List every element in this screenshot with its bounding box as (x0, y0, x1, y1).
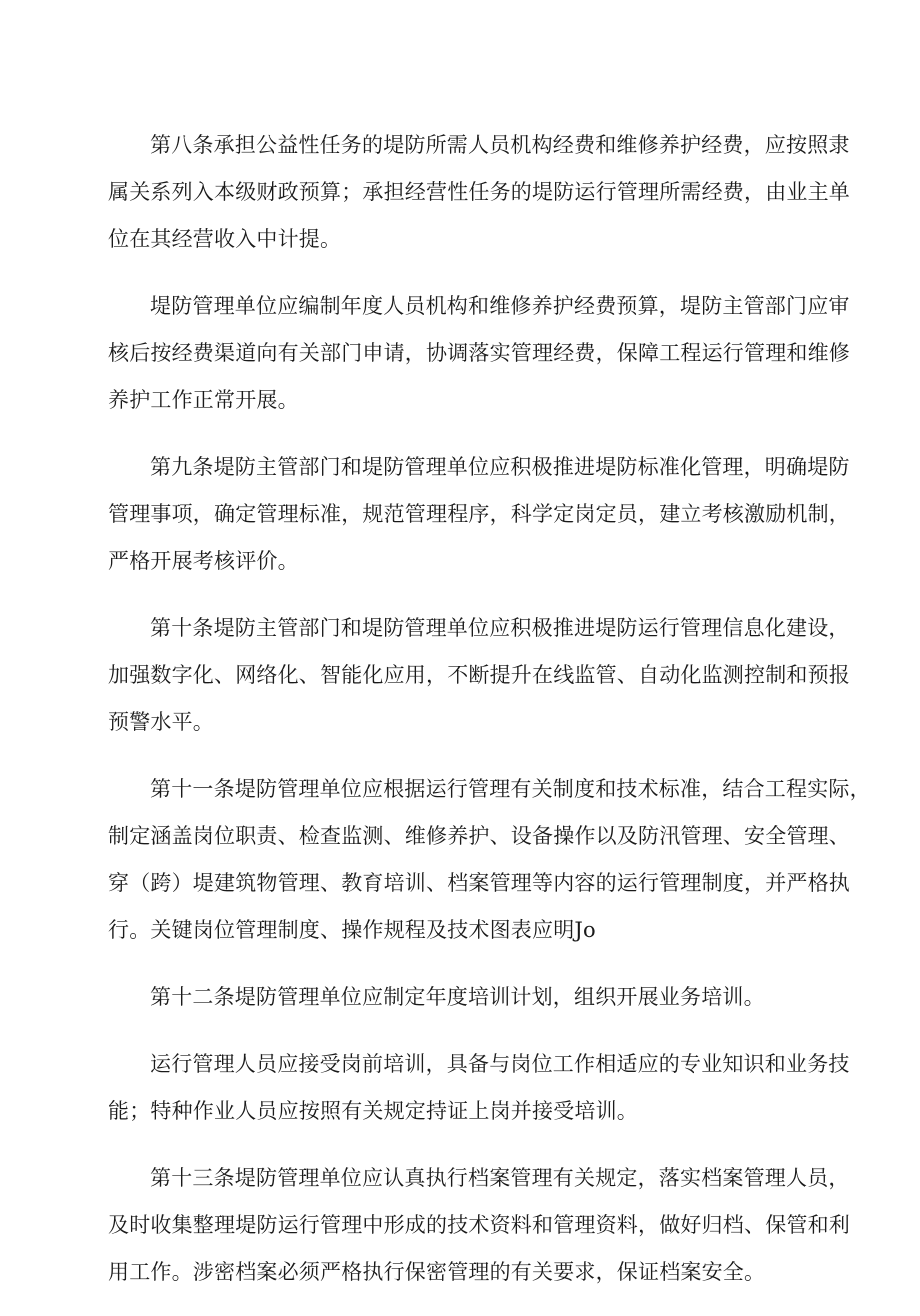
paragraph (108, 1041, 850, 1135)
paragraph-line: 运行管理人员应接受岗前培训，具备与岗位工作相适应的专业知识和业务技 (150, 1052, 850, 1076)
paragraph-line: 及时收集整理堤防运行管理中形成的技术资料和管理资料，做好归档、保管和利 (108, 1213, 850, 1237)
paragraph (108, 283, 850, 424)
paragraph-line: 管理事项，确定管理标准，规范管理程序，科学定岗定员，建立考核激励机制， (108, 502, 850, 526)
paragraph-line: 加强数字化、网络化、智能化应用，不断提升在线监管、自动化监测控制和预报 (108, 663, 850, 687)
paragraph-line: 预警水平。 (108, 710, 214, 734)
paragraph-line: 第十二条堤防管理单位应制定年度培训计划，组织开展业务培训。 (150, 985, 765, 1009)
paragraph (108, 766, 871, 954)
paragraph-line: 第八条承担公益性任务的堤防所需人员机构经费和维修养护经费，应按照隶 (150, 133, 850, 157)
paragraph (108, 122, 850, 263)
paragraph-line: 堤防管理单位应编制年度人员机构和维修养护经费预算，堤防主管部门应审 (150, 294, 850, 318)
paragraph (108, 1155, 850, 1296)
paragraph-line: 核后按经费渠道向有关部门申请，协调落实管理经费，保障工程运行管理和维修 (108, 341, 850, 365)
paragraph-line: 位在其经营收入中计提。 (108, 227, 342, 251)
paragraph-line: 第十一条堤防管理单位应根据运行管理有关制度和技术标准，结合工程实际， (150, 777, 871, 801)
paragraph-line: 制定涵盖岗位职责、检查监测、维修养护、设备操作以及防汛管理、安全管理、 (108, 824, 850, 848)
paragraph-line: 第九条堤防主管部门和堤防管理单位应积极推进堤防标准化管理，明确堤防 (150, 455, 850, 479)
paragraph-line: 第十条堤防主管部门和堤防管理单位应积极推进堤防运行管理信息化建设， (150, 616, 850, 640)
paragraph (108, 605, 850, 746)
paragraph-line: 用工作。涉密档案必须严格执行保密管理的有关要求，保证档案安全。 (108, 1260, 766, 1284)
paragraph-line: 严格开展考核评价。 (108, 549, 299, 573)
paragraph-line: 穿（跨）堤建筑物管理、教育培训、档案管理等内容的运行管理制度，并严格执 (108, 871, 850, 895)
paragraph (108, 444, 850, 585)
paragraph-line: 第十三条堤防管理单位应认真执行档案管理有关规定，落实档案管理人员， (150, 1166, 850, 1190)
paragraph-line: 能；特种作业人员应按照有关规定持证上岗并接受培训。 (108, 1099, 638, 1123)
paragraph-line: 养护工作正常开展。 (108, 388, 299, 412)
paragraph-line: 行。关键岗位管理制度、操作规程及技术图表应明Jo (108, 918, 596, 942)
document-body (108, 122, 871, 1316)
paragraph (108, 974, 820, 1021)
paragraph-line: 属关系列入本级财政预算；承担经营性任务的堤防运行管理所需经费，由业主单 (108, 180, 850, 204)
